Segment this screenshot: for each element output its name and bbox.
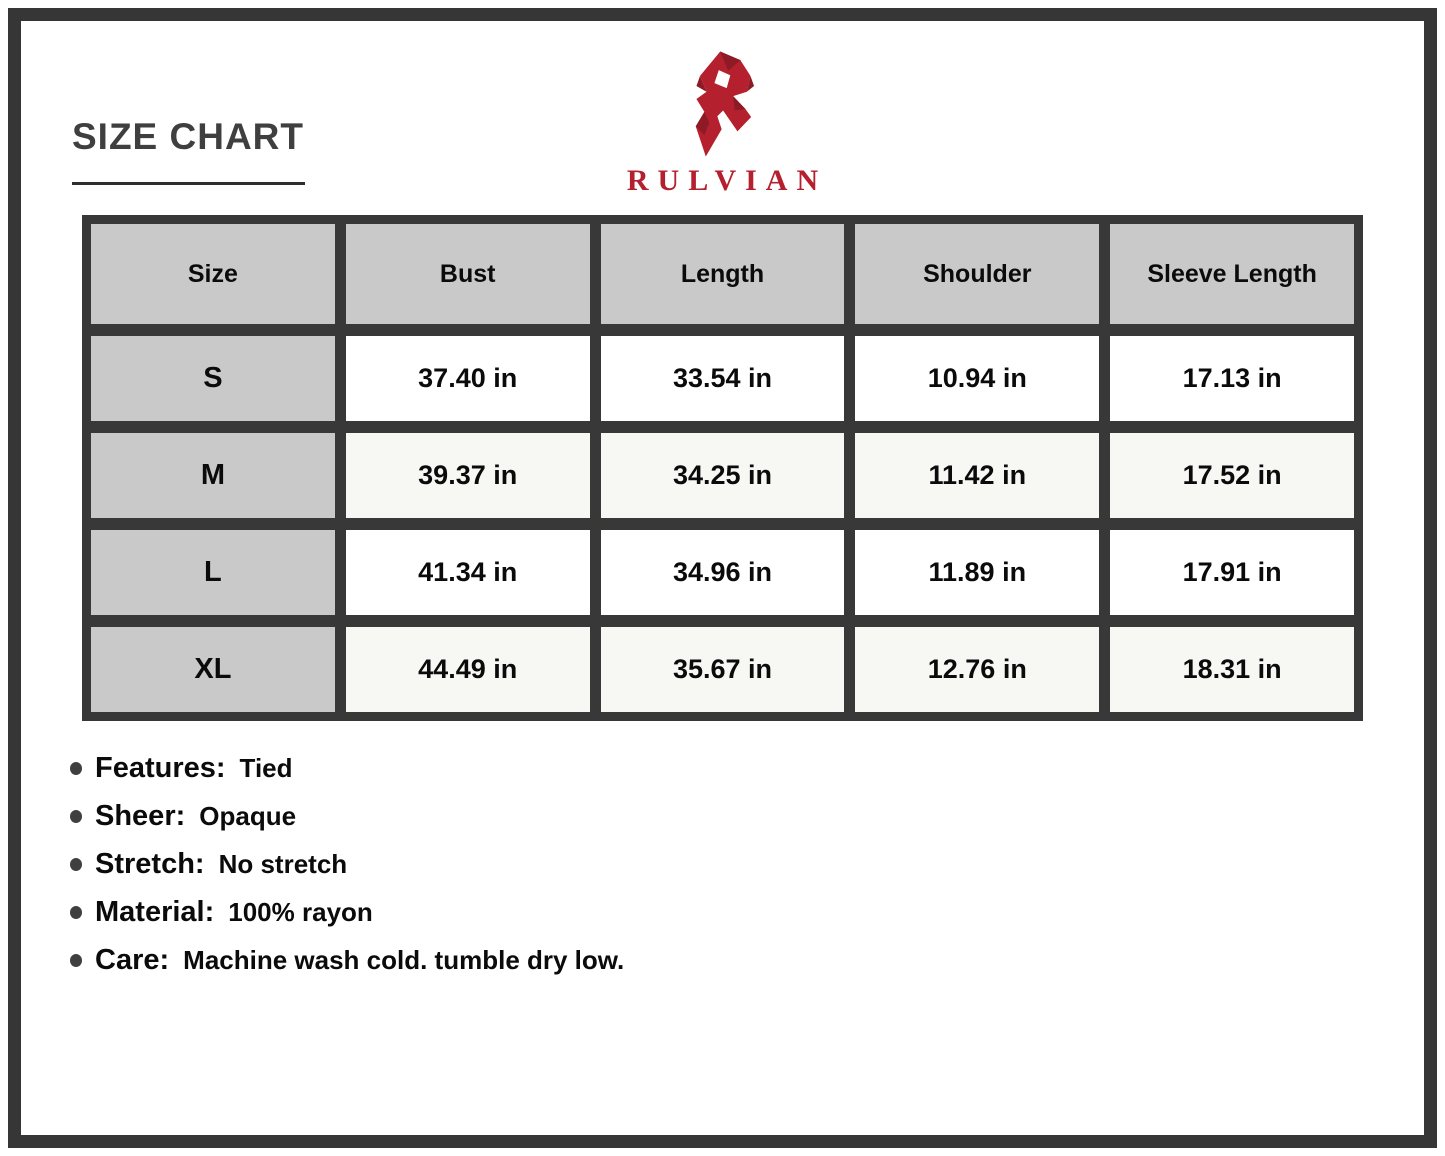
column-header-length: Length xyxy=(601,224,845,324)
bullet-icon xyxy=(70,906,82,919)
column-header-sleeve-length: Sleeve Length xyxy=(1110,224,1354,324)
row-s-sleeve-cell: 17.13 in xyxy=(1110,336,1354,421)
detail-material xyxy=(70,896,624,929)
bullet-icon xyxy=(70,810,82,823)
title-underline xyxy=(72,182,305,185)
brand-wordmark: RULVIAN xyxy=(626,164,828,197)
detail-features xyxy=(70,752,624,785)
detail-stretch xyxy=(70,848,624,881)
row-l-size-cell: L xyxy=(91,530,335,615)
column-header-bust: Bust xyxy=(346,224,590,324)
bullet-icon xyxy=(70,762,82,775)
row-l-bust-cell: 41.34 in xyxy=(346,530,590,615)
bullet-icon xyxy=(70,858,82,871)
detail-label: Stretch: xyxy=(95,848,205,880)
detail-value: Opaque xyxy=(199,801,297,831)
row-s-shoulder-cell: 10.94 in xyxy=(855,336,1099,421)
detail-label: Sheer: xyxy=(95,800,186,832)
row-xl-size-cell: XL xyxy=(91,627,335,712)
detail-label: Care: xyxy=(95,944,170,976)
row-m-shoulder-cell: 11.42 in xyxy=(855,433,1099,518)
detail-value: Machine wash cold. tumble dry low. xyxy=(183,945,625,975)
page-title: SIZE CHART xyxy=(72,116,304,157)
rulvian-r-logo-icon xyxy=(658,50,786,158)
row-m-size-cell: M xyxy=(91,433,335,518)
detail-value: No stretch xyxy=(218,849,348,879)
row-xl-length-cell: 35.67 in xyxy=(601,627,845,712)
size-chart-table xyxy=(82,215,1363,721)
detail-sheer xyxy=(70,800,624,833)
row-l-sleeve-cell: 17.91 in xyxy=(1110,530,1354,615)
row-xl-sleeve-cell: 18.31 in xyxy=(1110,627,1354,712)
row-m-bust-cell: 39.37 in xyxy=(346,433,590,518)
row-s-size-cell: S xyxy=(91,336,335,421)
column-header-size: Size xyxy=(91,224,335,324)
row-s-length-cell: 33.54 in xyxy=(601,336,845,421)
row-m-sleeve-cell: 17.52 in xyxy=(1110,433,1354,518)
row-xl-shoulder-cell: 12.76 in xyxy=(855,627,1099,712)
row-l-shoulder-cell: 11.89 in xyxy=(855,530,1099,615)
brand-logo xyxy=(626,50,828,198)
row-s-bust-cell: 37.40 in xyxy=(346,336,590,421)
detail-value: 100% rayon xyxy=(228,897,373,927)
column-header-shoulder: Shoulder xyxy=(855,224,1099,324)
detail-care xyxy=(70,944,624,977)
row-l-length-cell: 34.96 in xyxy=(601,530,845,615)
detail-label: Material: xyxy=(95,896,215,928)
row-xl-bust-cell: 44.49 in xyxy=(346,627,590,712)
detail-value: Tied xyxy=(239,753,293,783)
product-details-list xyxy=(70,752,624,977)
bullet-icon xyxy=(70,954,82,967)
detail-label: Features: xyxy=(95,752,226,784)
row-m-length-cell: 34.25 in xyxy=(601,433,845,518)
